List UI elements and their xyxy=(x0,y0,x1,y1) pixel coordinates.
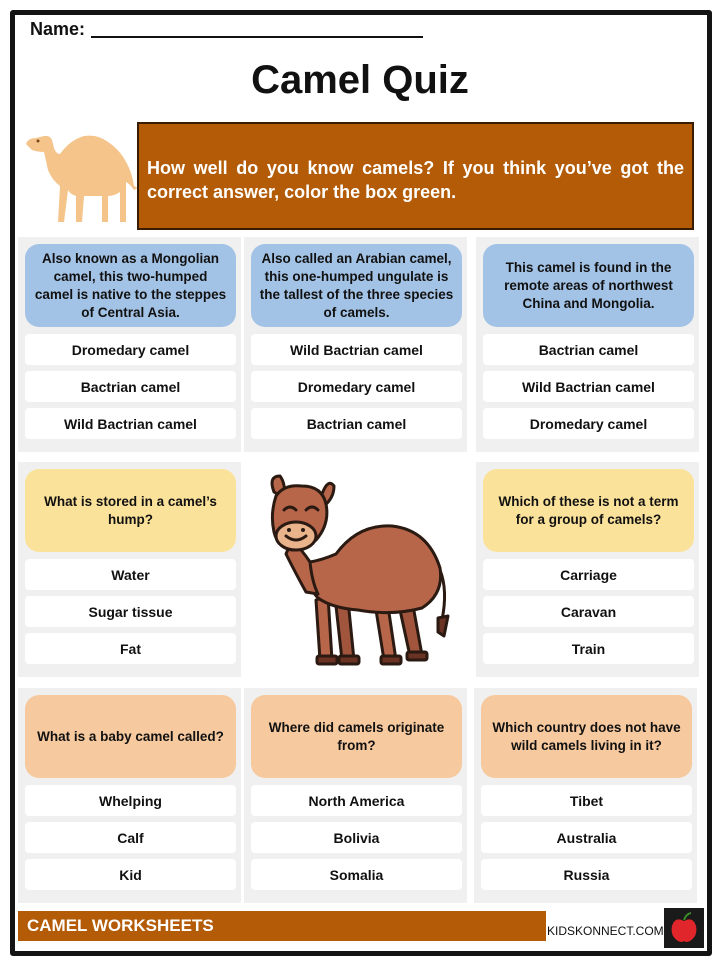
answer-option[interactable]: Fat xyxy=(25,633,236,664)
answer-option[interactable]: Wild Bactrian camel xyxy=(483,371,694,402)
answer-option[interactable]: Kid xyxy=(25,859,236,890)
brand-text: KIDSKONNECT.COM xyxy=(547,924,664,938)
logo-box xyxy=(664,908,704,948)
question-text: This camel is found in the remote areas of northwest China and Mongolia. xyxy=(483,244,694,327)
question-panel-6 xyxy=(18,688,241,903)
camel-cartoon-icon xyxy=(262,470,462,675)
camel-silhouette-icon xyxy=(22,126,142,226)
question-panel-1 xyxy=(18,237,241,452)
answer-option[interactable]: Bolivia xyxy=(251,822,462,853)
apple-logo-icon xyxy=(664,908,704,948)
question-panel-7 xyxy=(244,688,467,903)
question-panel-8 xyxy=(474,688,697,903)
answer-option[interactable]: Calf xyxy=(25,822,236,853)
question-text: What is stored in a camel’s hump? xyxy=(25,469,236,552)
answer-option[interactable]: Train xyxy=(483,633,694,664)
answer-option[interactable]: Sugar tissue xyxy=(25,596,236,627)
question-panel-2 xyxy=(244,237,467,452)
intro-box xyxy=(137,122,694,230)
question-text: Also known as a Mongolian camel, this two-humped camel is native to the steppes of Central Asia. xyxy=(25,244,236,327)
question-text: What is a baby camel called? xyxy=(25,695,236,778)
answer-option[interactable]: Dromedary camel xyxy=(251,371,462,402)
footer-label: CAMEL WORKSHEETS xyxy=(27,916,214,935)
name-field[interactable] xyxy=(30,19,423,40)
answer-option[interactable]: Dromedary camel xyxy=(25,334,236,365)
answer-option[interactable]: North America xyxy=(251,785,462,816)
name-blank-line[interactable] xyxy=(91,36,423,38)
question-text: Which of these is not a term for a group of camels? xyxy=(483,469,694,552)
answer-option[interactable]: Wild Bactrian camel xyxy=(251,334,462,365)
intro-text: How well do you know camels? If you think you’ve got the correct answer, color the box green. xyxy=(147,158,684,202)
question-text: Which country does not have wild camels living in it? xyxy=(481,695,692,778)
question-panel-3 xyxy=(476,237,699,452)
question-text: Where did camels originate from? xyxy=(251,695,462,778)
answer-option[interactable]: Whelping xyxy=(25,785,236,816)
answer-option[interactable]: Somalia xyxy=(251,859,462,890)
answer-option[interactable]: Russia xyxy=(481,859,692,890)
name-label: Name: xyxy=(30,19,86,39)
answer-option[interactable]: Bactrian camel xyxy=(25,371,236,402)
page-title: Camel Quiz xyxy=(251,58,469,102)
question-panel-5 xyxy=(476,462,699,677)
answer-option[interactable]: Bactrian camel xyxy=(251,408,462,439)
answer-option[interactable]: Dromedary camel xyxy=(483,408,694,439)
question-text: Also called an Arabian camel, this one-humped ungulate is the tallest of the three species of camels. xyxy=(251,244,462,327)
question-panel-4 xyxy=(18,462,241,677)
answer-option[interactable]: Carriage xyxy=(483,559,694,590)
answer-option[interactable]: Caravan xyxy=(483,596,694,627)
answer-option[interactable]: Bactrian camel xyxy=(483,334,694,365)
footer-bar xyxy=(18,911,546,941)
answer-option[interactable]: Water xyxy=(25,559,236,590)
answer-option[interactable]: Wild Bactrian camel xyxy=(25,408,236,439)
answer-option[interactable]: Australia xyxy=(481,822,692,853)
answer-option[interactable]: Tibet xyxy=(481,785,692,816)
